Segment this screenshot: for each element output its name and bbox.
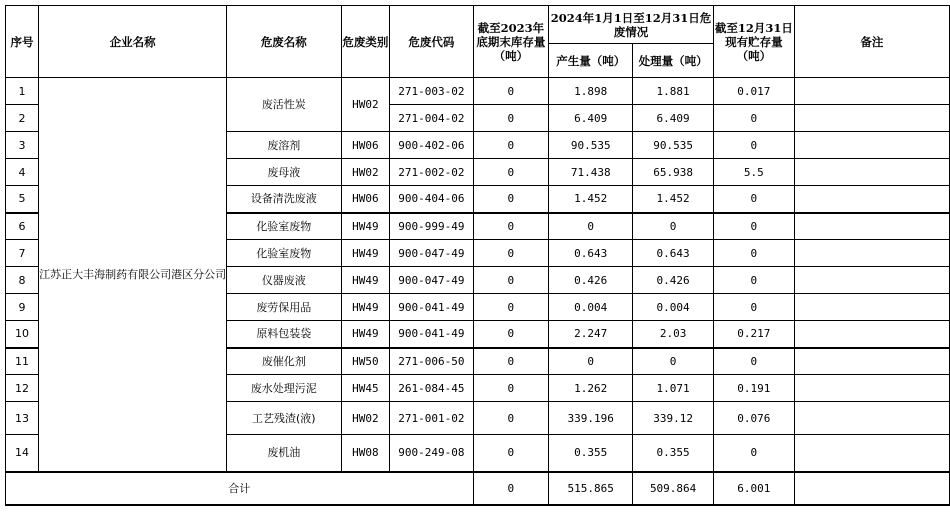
total-remark	[794, 472, 949, 505]
total-processed: 509.864	[633, 472, 714, 505]
company-name-cell: 江苏正大丰海制药有限公司港区分公司	[39, 78, 227, 472]
produced-cell: 1.452	[549, 186, 633, 213]
remark-cell	[794, 402, 949, 435]
header-category: 危废类别	[341, 6, 390, 78]
category-cell: HW49	[341, 240, 390, 267]
table-row	[6, 78, 950, 105]
remark-cell	[794, 159, 949, 186]
category-cell: HW49	[341, 294, 390, 321]
total-label: 合计	[6, 472, 474, 505]
processed-cell: 0.643	[633, 240, 714, 267]
code-cell: 271-003-02	[390, 78, 473, 105]
seq-cell: 3	[6, 132, 39, 159]
category-cell: HW49	[341, 213, 390, 240]
waste-name-cell: 废水处理污泥	[227, 375, 341, 402]
processed-cell: 339.12	[633, 402, 714, 435]
produced-cell: 2.247	[549, 321, 633, 348]
stock-2023-cell: 0	[473, 375, 549, 402]
waste-name-cell: 废劳保用品	[227, 294, 341, 321]
waste-name-cell: 废母液	[227, 159, 341, 186]
hazardous-waste-sheet	[5, 5, 950, 506]
category-cell: HW02	[341, 402, 390, 435]
seq-cell: 1	[6, 78, 39, 105]
header-stock-1231: 截至12月31日现有贮存量（吨）	[713, 6, 794, 78]
processed-cell: 6.409	[633, 105, 714, 132]
produced-cell: 0	[549, 213, 633, 240]
stock-cell: 0	[713, 348, 794, 375]
seq-cell: 14	[6, 435, 39, 472]
header-remarks: 备注	[794, 6, 949, 78]
header-row-1	[6, 6, 950, 44]
seq-cell: 8	[6, 267, 39, 294]
processed-cell: 65.938	[633, 159, 714, 186]
code-cell: 271-004-02	[390, 105, 473, 132]
category-cell: HW49	[341, 267, 390, 294]
code-cell: 900-249-08	[390, 435, 473, 472]
produced-cell: 90.535	[549, 132, 633, 159]
seq-cell: 5	[6, 186, 39, 213]
processed-cell: 0.355	[633, 435, 714, 472]
remark-cell	[794, 78, 949, 105]
produced-cell: 0.426	[549, 267, 633, 294]
stock-cell: 5.5	[713, 159, 794, 186]
produced-cell: 0.643	[549, 240, 633, 267]
stock-2023-cell: 0	[473, 402, 549, 435]
seq-cell: 6	[6, 213, 39, 240]
code-cell: 261-084-45	[390, 375, 473, 402]
stock-2023-cell: 0	[473, 132, 549, 159]
processed-cell: 0	[633, 348, 714, 375]
category-cell: HW06	[341, 186, 390, 213]
total-row	[6, 472, 950, 505]
waste-name-cell: 化验室废物	[227, 213, 341, 240]
waste-name-cell: 废催化剂	[227, 348, 341, 375]
produced-cell: 1.898	[549, 78, 633, 105]
category-cell: HW50	[341, 348, 390, 375]
category-cell: HW02	[341, 78, 390, 132]
header-seq: 序号	[6, 6, 39, 78]
code-cell: 271-006-50	[390, 348, 473, 375]
remark-cell	[794, 267, 949, 294]
total-stock-2023: 0	[473, 472, 549, 505]
header-produced: 产生量（吨）	[549, 44, 633, 78]
processed-cell: 0	[633, 213, 714, 240]
seq-cell: 9	[6, 294, 39, 321]
waste-name-cell: 工艺残渣(液)	[227, 402, 341, 435]
stock-2023-cell: 0	[473, 159, 549, 186]
waste-name-cell: 原料包装袋	[227, 321, 341, 348]
remark-cell	[794, 375, 949, 402]
seq-cell: 12	[6, 375, 39, 402]
stock-cell: 0	[713, 132, 794, 159]
waste-name-cell: 废溶剂	[227, 132, 341, 159]
waste-name-cell: 设备清洗废液	[227, 186, 341, 213]
seq-cell: 10	[6, 321, 39, 348]
stock-2023-cell: 0	[473, 267, 549, 294]
total-stock: 6.001	[713, 472, 794, 505]
seq-cell: 7	[6, 240, 39, 267]
processed-cell: 90.535	[633, 132, 714, 159]
code-cell: 900-041-49	[390, 294, 473, 321]
produced-cell: 1.262	[549, 375, 633, 402]
processed-cell: 0.004	[633, 294, 714, 321]
header-waste-name: 危废名称	[227, 6, 341, 78]
stock-cell: 0.076	[713, 402, 794, 435]
total-produced: 515.865	[549, 472, 633, 505]
remark-cell	[794, 213, 949, 240]
produced-cell: 6.409	[549, 105, 633, 132]
stock-cell: 0.017	[713, 78, 794, 105]
code-cell: 900-404-06	[390, 186, 473, 213]
remark-cell	[794, 294, 949, 321]
produced-cell: 0	[549, 348, 633, 375]
processed-cell: 1.071	[633, 375, 714, 402]
category-cell: HW08	[341, 435, 390, 472]
stock-cell: 0	[713, 267, 794, 294]
stock-cell: 0	[713, 435, 794, 472]
stock-cell: 0	[713, 240, 794, 267]
stock-2023-cell: 0	[473, 294, 549, 321]
processed-cell: 1.452	[633, 186, 714, 213]
stock-2023-cell: 0	[473, 240, 549, 267]
category-cell: HW06	[341, 132, 390, 159]
remark-cell	[794, 186, 949, 213]
stock-2023-cell: 0	[473, 435, 549, 472]
seq-cell: 2	[6, 105, 39, 132]
category-cell: HW45	[341, 375, 390, 402]
code-cell: 900-047-49	[390, 267, 473, 294]
header-period-2024: 2024年1月1日至12月31日危废情况	[549, 6, 714, 44]
code-cell: 900-999-49	[390, 213, 473, 240]
remark-cell	[794, 435, 949, 472]
header-stock-2023: 截至2023年底期末库存量（吨）	[473, 6, 549, 78]
waste-name-cell: 化验室废物	[227, 240, 341, 267]
stock-2023-cell: 0	[473, 186, 549, 213]
code-cell: 900-402-06	[390, 132, 473, 159]
stock-2023-cell: 0	[473, 348, 549, 375]
category-cell: HW02	[341, 159, 390, 186]
produced-cell: 71.438	[549, 159, 633, 186]
remark-cell	[794, 240, 949, 267]
stock-2023-cell: 0	[473, 105, 549, 132]
stock-cell: 0	[713, 294, 794, 321]
stock-cell: 0.217	[713, 321, 794, 348]
stock-cell: 0	[713, 186, 794, 213]
stock-2023-cell: 0	[473, 321, 549, 348]
remark-cell	[794, 132, 949, 159]
waste-name-cell: 废机油	[227, 435, 341, 472]
stock-2023-cell: 0	[473, 213, 549, 240]
stock-2023-cell: 0	[473, 78, 549, 105]
code-cell: 900-047-49	[390, 240, 473, 267]
code-cell: 900-041-49	[390, 321, 473, 348]
remark-cell	[794, 321, 949, 348]
produced-cell: 0.004	[549, 294, 633, 321]
header-code: 危废代码	[390, 6, 473, 78]
code-cell: 271-002-02	[390, 159, 473, 186]
seq-cell: 4	[6, 159, 39, 186]
remark-cell	[794, 105, 949, 132]
processed-cell: 2.03	[633, 321, 714, 348]
header-processed: 处理量（吨）	[633, 44, 714, 78]
stock-cell: 0	[713, 213, 794, 240]
seq-cell: 11	[6, 348, 39, 375]
produced-cell: 339.196	[549, 402, 633, 435]
waste-name-cell: 废活性炭	[227, 78, 341, 132]
header-company: 企业名称	[39, 6, 227, 78]
waste-name-cell: 仪器废液	[227, 267, 341, 294]
processed-cell: 1.881	[633, 78, 714, 105]
hazardous-waste-table	[5, 5, 950, 506]
seq-cell: 13	[6, 402, 39, 435]
produced-cell: 0.355	[549, 435, 633, 472]
code-cell: 271-001-02	[390, 402, 473, 435]
stock-cell: 0.191	[713, 375, 794, 402]
processed-cell: 0.426	[633, 267, 714, 294]
category-cell: HW49	[341, 321, 390, 348]
stock-cell: 0	[713, 105, 794, 132]
remark-cell	[794, 348, 949, 375]
